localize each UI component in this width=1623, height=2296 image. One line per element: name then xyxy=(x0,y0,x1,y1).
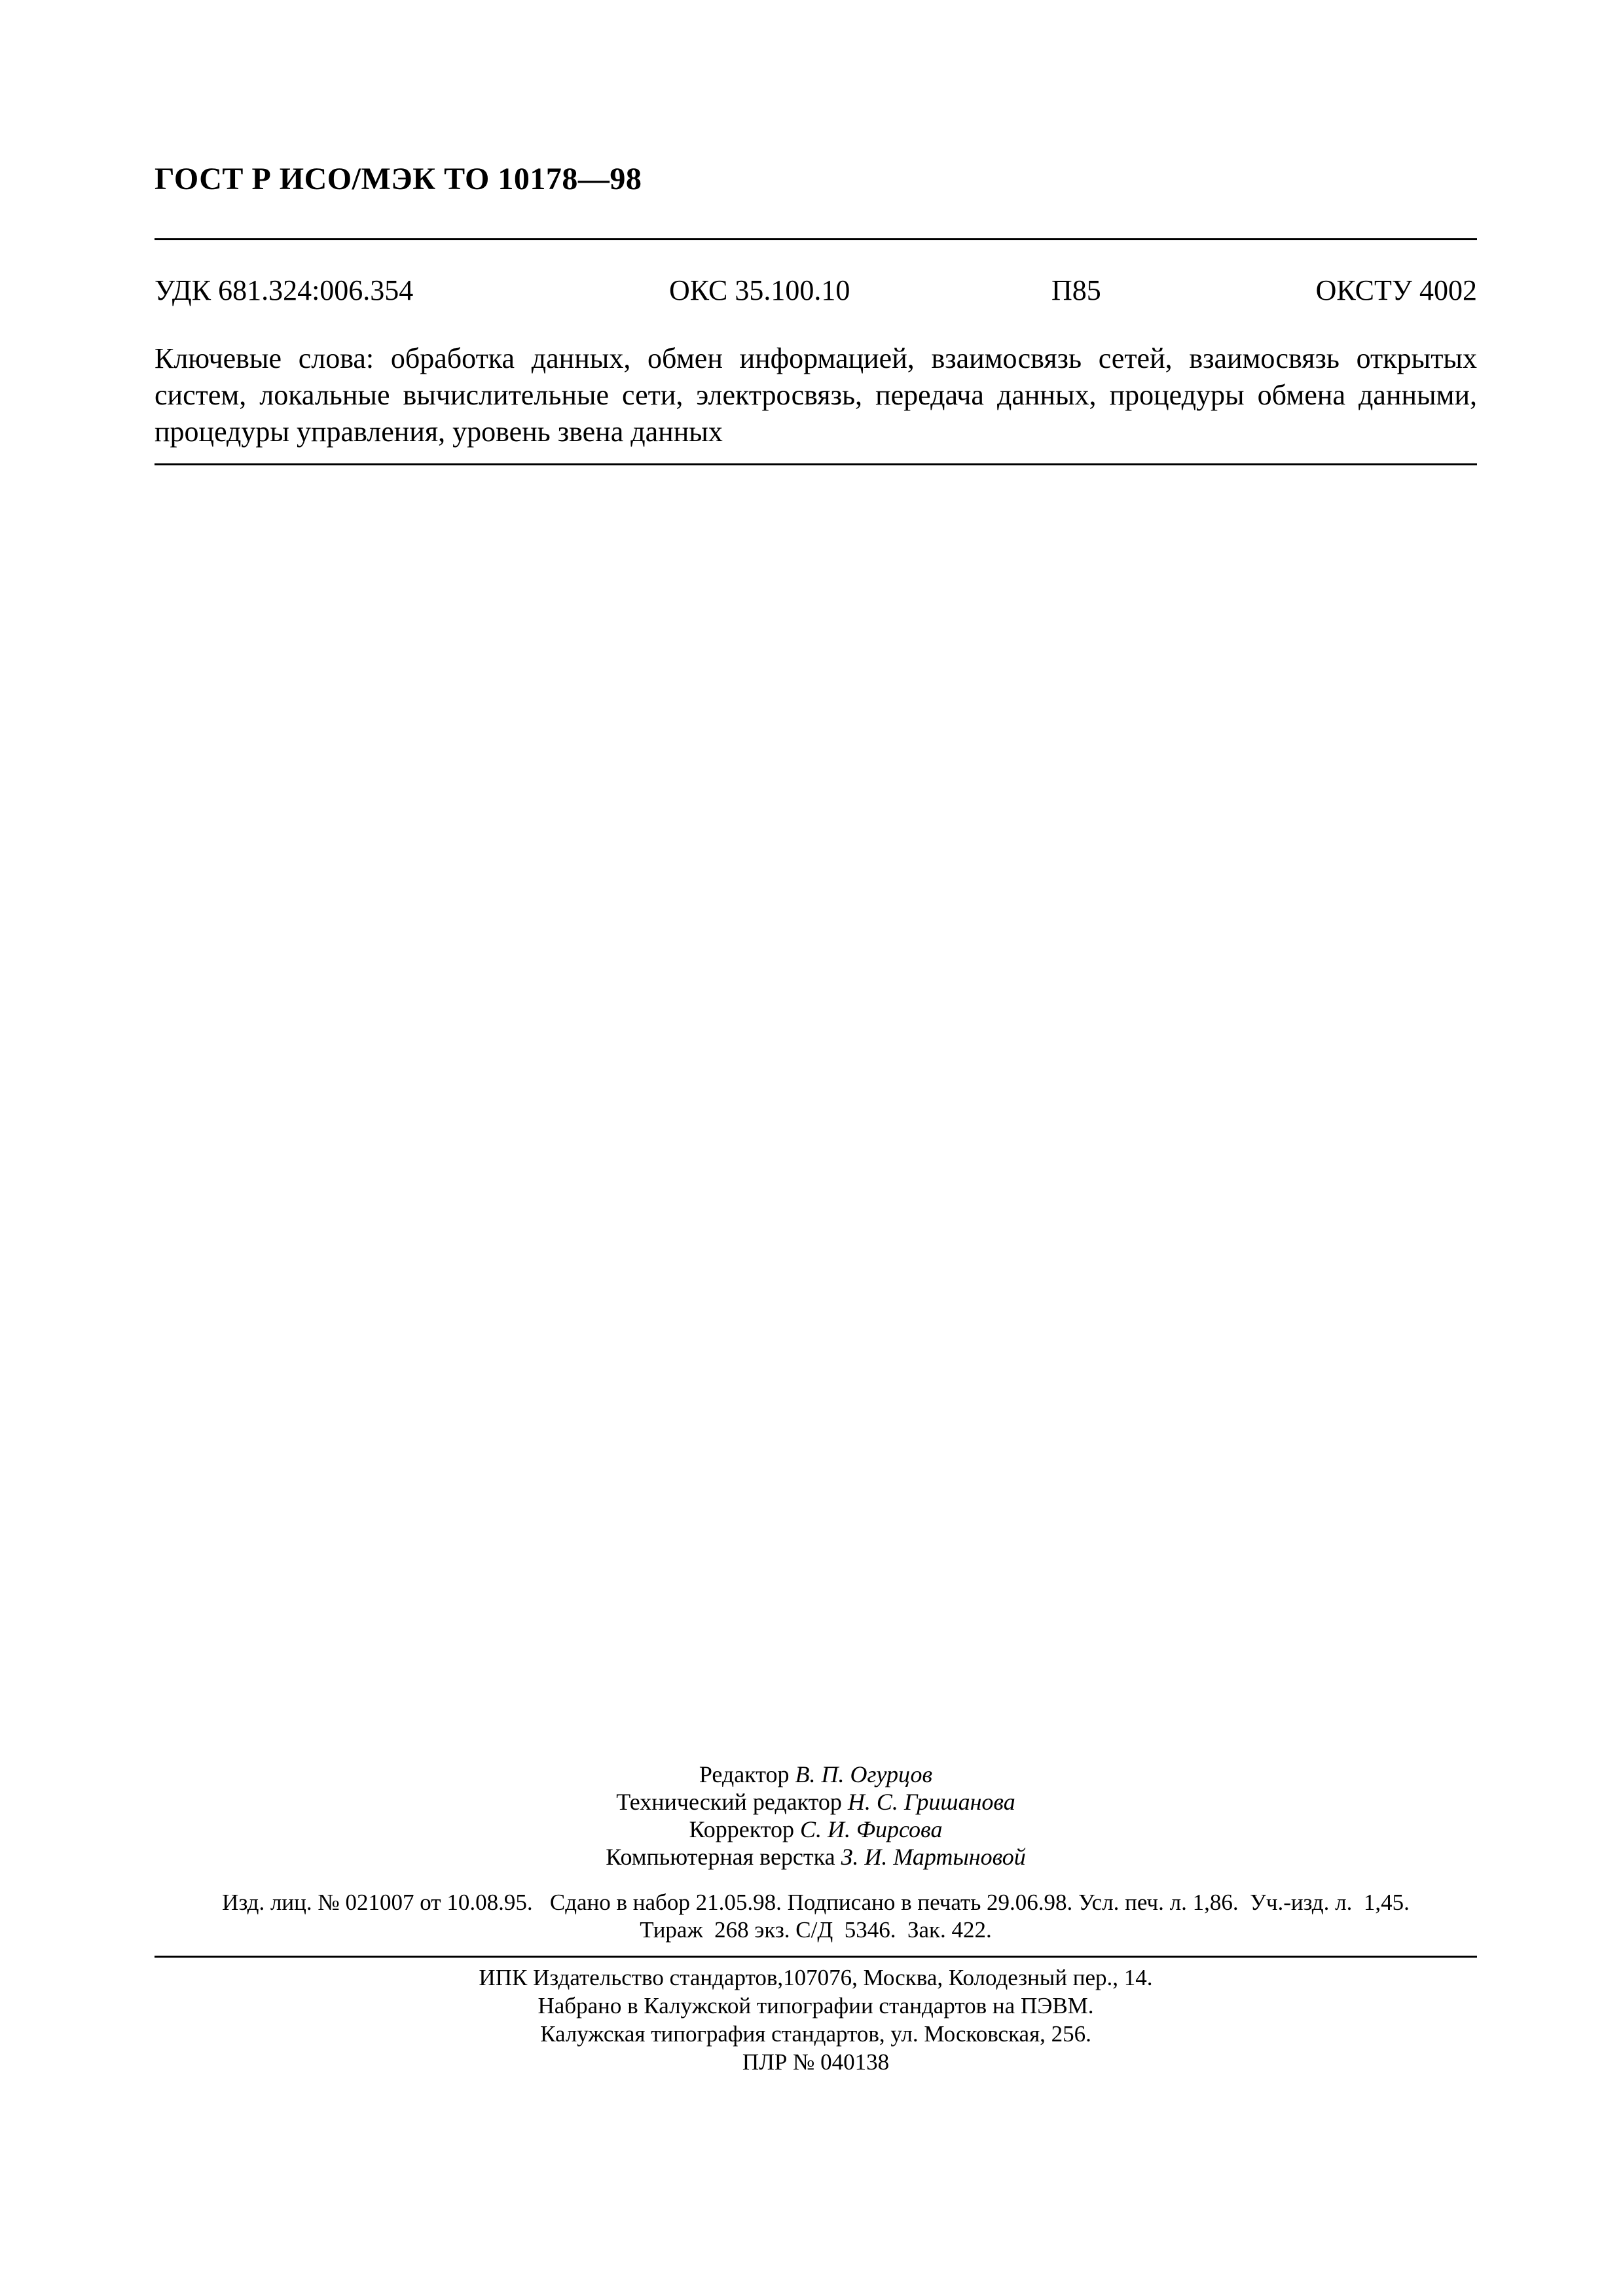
credit-name: Н. С. Гришанова xyxy=(847,1789,1015,1815)
publisher-line: Набрано в Калужской типографии стандартов на ПЭВМ. xyxy=(538,1993,1094,2018)
group-code: П85 xyxy=(1051,274,1101,306)
publisher-line: ПЛР № 040138 xyxy=(742,2049,890,2075)
keywords-paragraph: Ключевые слова: обработка данных, обмен информацией, взаимосвязь сетей, взаимосвязь открытых систем, локальные вычислительные сети, электросвязь, передача данных, процедуры обмена данными, процедуры управления, уровень звена данных xyxy=(155,342,1477,448)
okstu-code: ОКСТУ 4002 xyxy=(1315,274,1477,306)
credit-proofreader xyxy=(155,1816,1477,1843)
credit-role: Редактор xyxy=(699,1761,790,1787)
top-divider xyxy=(155,238,1477,240)
publisher-block xyxy=(155,1964,1477,2076)
oks-code: ОКС 35.100.10 xyxy=(669,274,850,306)
imprint-divider xyxy=(155,1956,1477,1958)
imprint-line: Изд. лиц. № 021007 от 10.08.95. Сдано в набор 21.05.98. Подписано в печать 29.06.98. Усл. печ. л. 1,86. Уч.-изд. л. 1,45. xyxy=(222,1890,1410,1915)
credit-name: В. П. Огурцов xyxy=(795,1761,933,1787)
credit-layout xyxy=(155,1843,1477,1871)
credit-role: Технический редактор xyxy=(616,1789,842,1815)
credits-block xyxy=(155,1761,1477,1871)
imprint-block xyxy=(155,1889,1477,1944)
keywords-divider xyxy=(155,463,1477,465)
credit-name: З. И. Мартыновой xyxy=(841,1844,1026,1870)
credit-role: Компьютерная верстка xyxy=(606,1844,835,1870)
imprint-line: Тираж 268 экз. С/Д 5346. Зак. 422. xyxy=(640,1917,992,1943)
credit-role: Корректор xyxy=(689,1816,795,1842)
credit-editor xyxy=(155,1761,1477,1788)
credit-name: С. И. Фирсова xyxy=(800,1816,943,1842)
publisher-line: Калужская типография стандартов, ул. Московская, 256. xyxy=(540,2021,1091,2047)
document-header-title: ГОСТ Р ИСО/МЭК ТО 10178—98 xyxy=(155,162,642,196)
classifier-codes-row xyxy=(155,274,1477,313)
udk-code: УДК 681.324:006.354 xyxy=(155,274,414,306)
publisher-line: ИПК Издательство стандартов,107076, Москва, Колодезный пер., 14. xyxy=(479,1965,1153,1990)
credit-tech-editor xyxy=(155,1788,1477,1816)
